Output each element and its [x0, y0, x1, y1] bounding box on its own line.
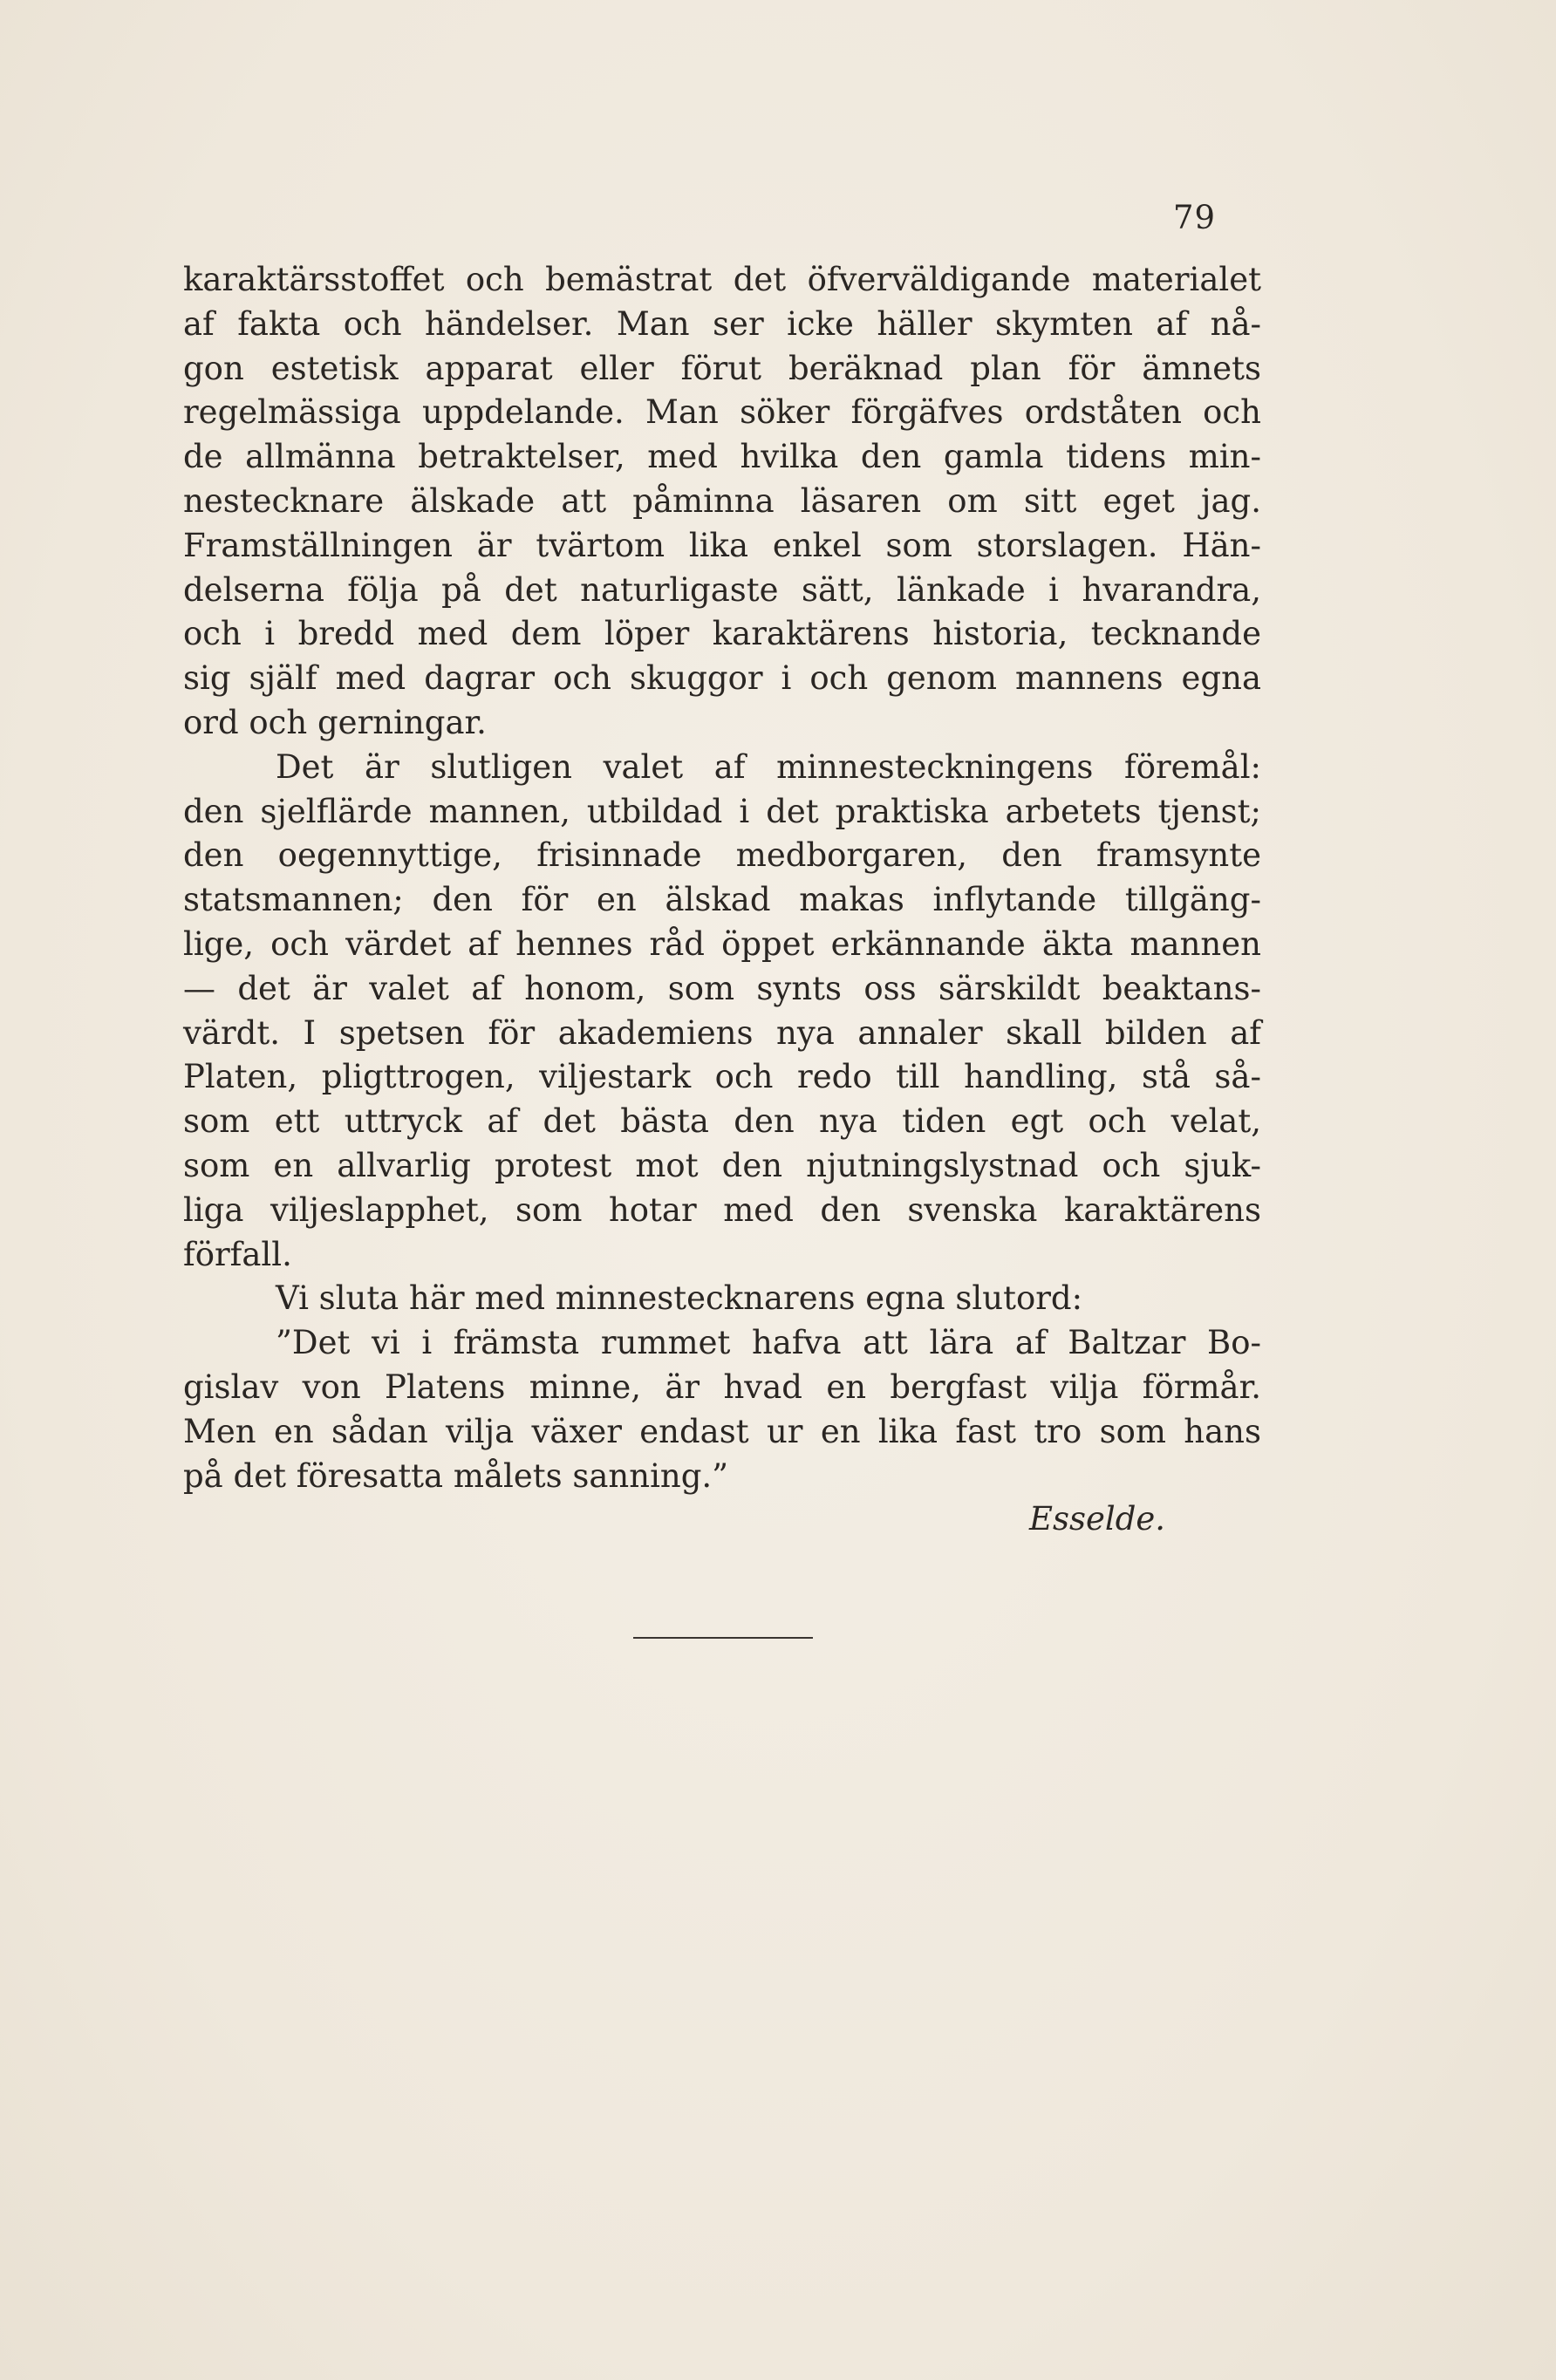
text-line: på det föresatta målets sanning.”: [183, 1456, 729, 1495]
page-number: 79: [1173, 199, 1217, 236]
text-line: ”Det vi i främsta rummet hafva att lära af Baltzar Bo-: [276, 1324, 1261, 1362]
text-line: Vi sluta här med minnestecknarens egna slutord:: [276, 1279, 1083, 1318]
text-line: värdt. I spetsen för akademiens nya annaler skall bilden af: [183, 1013, 1261, 1052]
text-line: Framställningen är tvärtom lika enkel som storslagen. Hän-: [183, 526, 1261, 564]
text-line: liga viljeslapphet, som hotar med den svenska karaktärens: [183, 1190, 1261, 1229]
text-line: gon estetisk apparat eller förut beräknad plan för ämnets: [183, 349, 1261, 387]
text-line: ord och gerningar.: [183, 703, 487, 741]
body-text: [183, 258, 1261, 1498]
text-line: gislav von Platens minne, är hvad en bergfast vilja förmår.: [183, 1367, 1261, 1406]
text-line: den oegennyttige, frisinnade medborgaren, den framsynte: [183, 836, 1261, 875]
text-line: lige, och värdet af hennes råd öppet erkännande äkta mannen: [183, 924, 1261, 963]
text-line: — det är valet af honom, som synts oss särskildt beaktans-: [183, 969, 1261, 1007]
text-line: som en allvarlig protest mot den njutningslystnad och sjuk-: [183, 1146, 1261, 1184]
text-line: sig själf med dagrar och skuggor i och genom mannens egna: [183, 659, 1261, 698]
text-line: delserna följa på det naturligaste sätt, länkade i hvarandra,: [183, 570, 1261, 609]
text-line: som ett uttryck af det bästa den nya tiden egt och velat,: [183, 1102, 1261, 1141]
text-line: Det är slutligen valet af minnesteckningens föremål:: [276, 747, 1261, 786]
text-line: och i bredd med dem löper karaktärens historia, tecknande: [183, 615, 1261, 653]
text-line: Men en sådan vilja växer endast ur en lika fast tro som hans: [183, 1412, 1261, 1450]
text-line: den sjelflärde mannen, utbildad i det praktiska arbetets tjenst;: [183, 792, 1261, 830]
text-line: statsmannen; den för en älskad makas inflytande tillgäng-: [183, 881, 1261, 919]
text-line: förfall.: [183, 1235, 292, 1273]
signature: Esselde.: [1029, 1500, 1166, 1538]
text-line: nestecknare älskade att påminna läsaren om sitt eget jag.: [183, 481, 1261, 520]
text-line: regelmässiga uppdelande. Man söker förgäfves ordståten och: [183, 393, 1261, 432]
text-line: af fakta och händelser. Man ser icke häller skymten af nå-: [183, 304, 1261, 343]
end-rule: [633, 1637, 813, 1639]
text-line: de allmänna betraktelser, med hvilka den gamla tidens min-: [183, 438, 1261, 476]
text-line: Platen, pligttrogen, viljestark och redo till handling, stå så-: [183, 1058, 1261, 1096]
text-line: karaktärsstoffet och bemästrat det öfverväldigande materialet: [183, 261, 1261, 298]
